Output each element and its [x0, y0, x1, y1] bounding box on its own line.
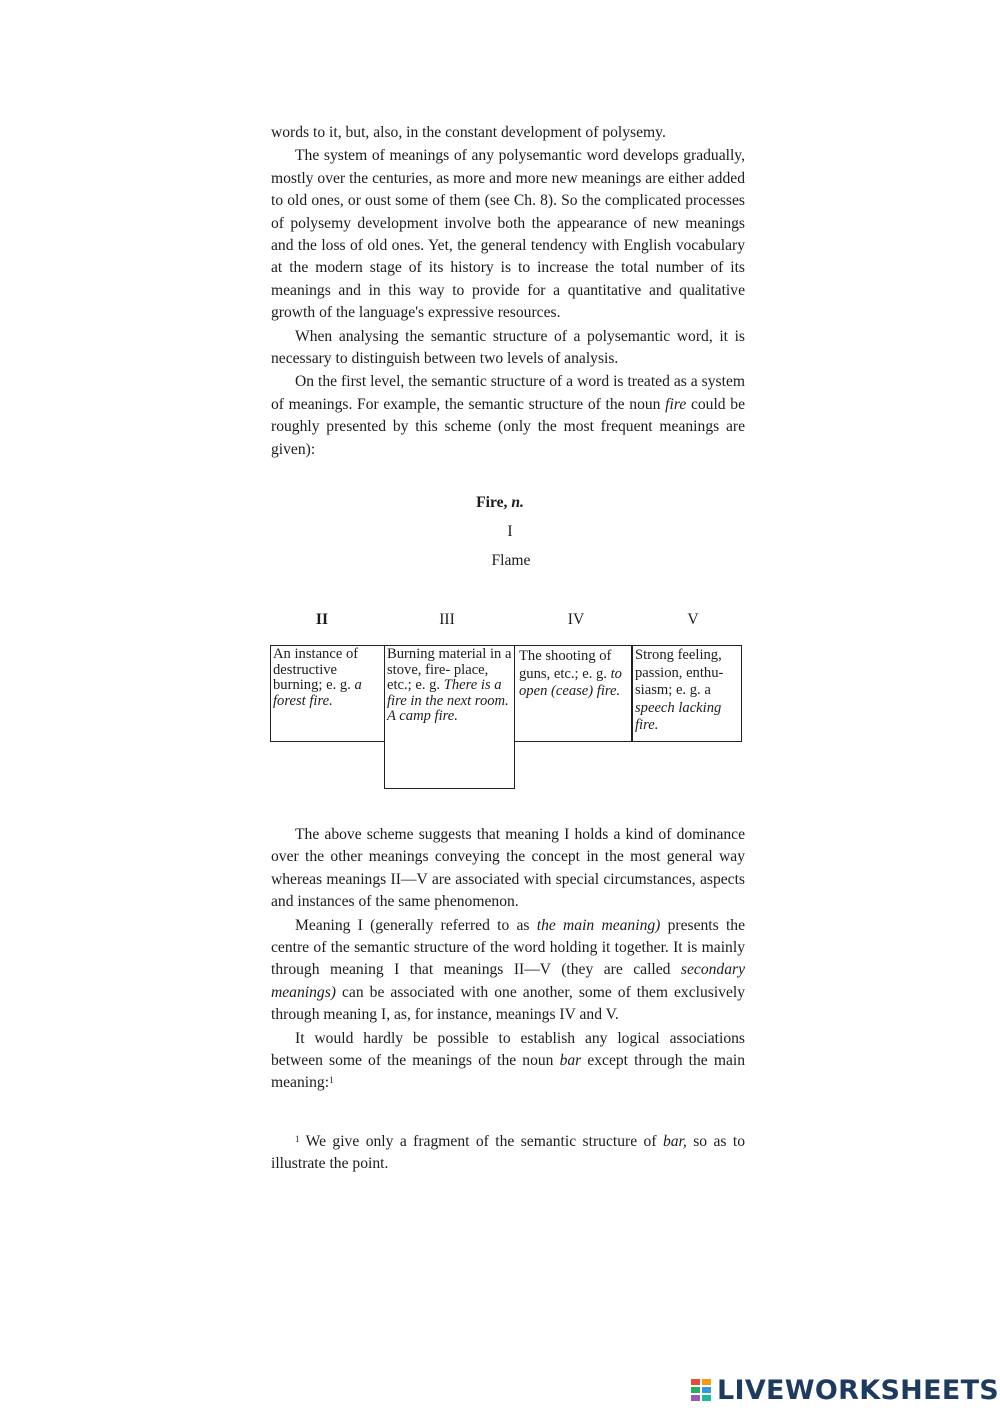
liveworksheets-logo-icon — [691, 1377, 713, 1403]
meaning-box-iv: The shooting of guns, etc.; e. g. to open (cease) fire. — [514, 645, 633, 742]
header-ii: II — [315, 611, 329, 628]
meaning-box-v: Strong feeling, passion, enthu- siasm; e. g. a speech lacking fire. — [631, 645, 742, 742]
word-fire: fire — [665, 395, 687, 413]
paragraph-6: Meaning I (generally referred to as the main meaning) presents the centre of the semantic structure of the word holding it together. It is mainly through meaning I that meanings II—V (they are called secondary meanings) can be associated with one another, some of them exclusively through meaning I, as, for instance, meanings IV and V. — [271, 916, 745, 1024]
body-text-lower — [271, 824, 745, 1095]
main-meaning-number: I — [507, 523, 513, 540]
body-text-upper — [271, 122, 745, 461]
meaning-box-ii: An instance of destructive burning; e. g. a forest fire. — [270, 645, 385, 742]
paragraph-4: On the first level, the semantic structure of a word is treated as a system of meanings. For example, the semantic structure of the noun fire could be roughly presented by this scheme (only the most frequent meanings are given): — [271, 373, 745, 458]
footnote-ref: 1 — [329, 1075, 334, 1086]
footnote: $^1$ We give only a fragment of the semantic structure of bar, so as to illustrate the point. — [271, 1133, 746, 1173]
paragraph-2: The system of meanings of any polysemantic word develops gradually, mostly over the centuries, as more and more new meanings are either added to old ones, or oust some of them (see Ch. 8). So the complicated processes of polysemy development involve both the appearance of new meanings and the loss of old ones. Yet, the general tendency with English vocabulary at the modern stage of its history is to increase the total number of its meanings and in this way to provide for a quantitative and qualitative growth of the language's expressive resources. — [271, 147, 745, 322]
scheme-title: Fire, n. — [476, 494, 524, 511]
paragraph-7: It would hardly be possible to establish any logical associations between some of the meanings of the noun bar except through the main meaning:$^1$ — [271, 1029, 745, 1092]
liveworksheets-wordmark: LIVEWORKSHEETS — [717, 1374, 1000, 1406]
main-meaning-label: Flame — [491, 552, 531, 569]
header-iii: III — [439, 611, 455, 628]
meaning-box-iii: Burning material in a stove, fire- place, etc.; e. g. There is a fire in the next room. A camp fire. — [384, 645, 515, 789]
paragraph-5: The above scheme suggests that meaning I holds a kind of dominance over the other meanings conveying the concept in the most general way whereas meanings II—V are associated with special circumstances, aspects and instances of the same phenomenon. — [271, 826, 745, 911]
paragraph-3: When analysing the semantic structure of a polysemantic word, it is necessary to distinguish between two levels of analysis. — [271, 327, 745, 368]
liveworksheets-logo — [691, 1375, 999, 1405]
word-bar: bar — [559, 1052, 582, 1070]
paragraph-1: words to it, but, also, in the constant development of polysemy. — [271, 124, 666, 141]
header-v: V — [687, 611, 699, 628]
header-iv: IV — [567, 611, 585, 628]
